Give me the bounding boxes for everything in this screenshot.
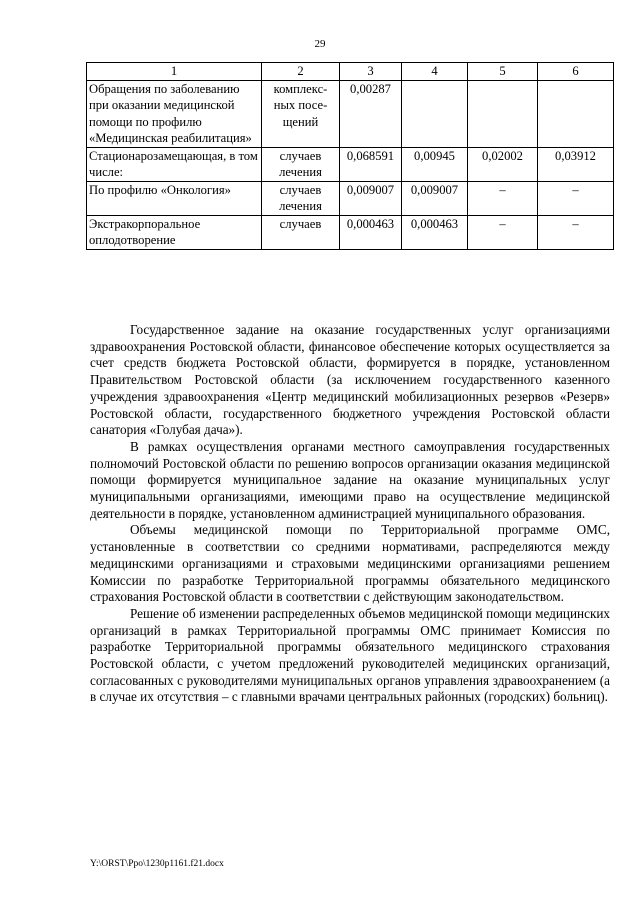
table-cell-value: – (538, 215, 614, 249)
table-cell-value (468, 80, 538, 147)
table-cell-unit: случаев лечения (262, 147, 340, 181)
table-cell-value: 0,02002 (468, 147, 538, 181)
body-text (90, 322, 610, 706)
table-cell-value: 0,00287 (340, 80, 402, 147)
page-number: 29 (314, 38, 326, 50)
volume-table (86, 62, 614, 250)
table-header-cell: 4 (402, 63, 468, 81)
table-header-row (87, 63, 614, 81)
table-cell-value: 0,000463 (402, 215, 468, 249)
table-header-cell: 2 (262, 63, 340, 81)
table-cell-value: 0,068591 (340, 147, 402, 181)
table-cell-value (402, 80, 468, 147)
table-cell-value: – (538, 181, 614, 215)
table-cell-unit: случаев лечения (262, 181, 340, 215)
paragraph: Объемы медицинской помощи по Территориальной программе ОМС, установленные в соответствии со средними нормативами, распределяются между медицинскими организациями и страховыми медицинскими организациями решением Комиссии по разработке Территориальной программы обязательного медицинского страхования Ростовской области в соответствии с действующим законодательством. (90, 522, 610, 605)
table-cell-label: Стационарозамещающая, в том числе: (87, 147, 262, 181)
table-cell-value: 0,009007 (402, 181, 468, 215)
table-cell-unit: случаев (262, 215, 340, 249)
table-cell-label: По профилю «Онкология» (87, 181, 262, 215)
table-cell-label: Экстракорпоральное оплодотворение (87, 215, 262, 249)
table-header-cell: 3 (340, 63, 402, 81)
file-path-footer: Y:\ORST\Ppo\1230p1161.f21.docx (90, 859, 224, 869)
table-cell-value: 0,00945 (402, 147, 468, 181)
table-row (87, 147, 614, 181)
paragraph: Решение об изменении распределенных объемов медицинской помощи медицинских организаций в рамках Территориальной программы ОМС принимает Комиссия по разработке Территориальной программы обязательного медицинского страхования Ростовской области, с учетом предложений руководителей медицинских организаций, согласованных с руководителями муниципальных органов управления здравоохранением (а в случае их отсутствия – с главными врачами центральных районных (городских) больниц). (90, 605, 610, 705)
table-cell-value: 0,000463 (340, 215, 402, 249)
paragraph: Государственное задание на оказание государственных услуг организациями здравоохранения Ростовской области, финансовое обеспечение которых осуществляется за счет средств бюджета Ростовской области, формируется в порядке, установленном Правительством Ростовской области (за исключением государственного казенного учреждения здравоохранения «Центр медицинский мобилизационных резервов «Резерв» Ростовской области, государственного бюджетного учреждения Ростовской области санатория «Голубая дача»). (90, 322, 610, 438)
table-cell-value: – (468, 215, 538, 249)
table-cell-value (538, 80, 614, 147)
table-row (87, 181, 614, 215)
table-cell-unit: комплекс- ных посе- щений (262, 80, 340, 147)
table-cell-value: – (468, 181, 538, 215)
table-header-cell: 1 (87, 63, 262, 81)
table-cell-value: 0,009007 (340, 181, 402, 215)
table-cell-value: 0,03912 (538, 147, 614, 181)
table-cell-label: Обращения по заболеванию при оказании медицинской помощи по профилю «Медицинская реабилитация» (87, 80, 262, 147)
paragraph: В рамках осуществления органами местного самоуправления государственных полномочий Ростовской области по решению вопросов организации оказания медицинской помощи формируется муниципальное задание на оказание муниципальных услуг муниципальными организациями, имеющими право на осуществление медицинской деятельности в порядке, установленном администрацией муниципального образования. (90, 438, 610, 521)
table-header-cell: 5 (468, 63, 538, 81)
table-row (87, 215, 614, 249)
table-row (87, 80, 614, 147)
table-header-cell: 6 (538, 63, 614, 81)
